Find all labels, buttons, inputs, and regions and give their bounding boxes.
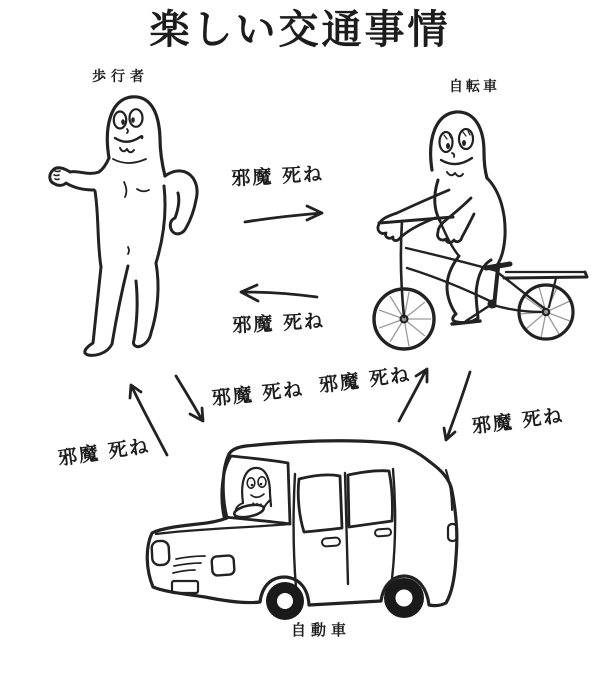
edge-label-pedestrian-to-car: 邪魔 死ね: [210, 378, 306, 410]
edge-label-car-to-bicycle: 邪魔 死ね: [317, 363, 413, 397]
car-figure: [147, 441, 457, 620]
edge-label-bicycle-to-car: 邪魔 死ね: [470, 404, 566, 438]
pedestrian-figure: [50, 97, 197, 356]
car-rear-wheel: [384, 578, 424, 618]
front-wheel: [374, 289, 434, 349]
car-label: 自動車: [291, 621, 352, 639]
arrow-pedestrian-to-bicycle: [245, 206, 322, 222]
driver-figure: [233, 468, 271, 520]
car-front-wheel: [266, 582, 304, 620]
arrow-bicycle-to-car: [444, 372, 470, 440]
edge-label-bicycle-to-pedestrian: 邪魔 死ね: [231, 310, 326, 337]
page-title: 楽しい交通事情: [149, 7, 451, 53]
edge-label-pedestrian-to-bicycle: 邪魔 死ね: [230, 163, 325, 190]
bicycle-label: 自転車: [449, 79, 500, 95]
pedestrian-label: 歩行者: [92, 69, 149, 85]
arrow-bicycle-to-pedestrian: [241, 285, 317, 301]
edge-label-car-to-pedestrian: 邪魔 死ね: [56, 435, 152, 470]
arrow-car-to-bicycle: [399, 369, 427, 421]
arrow-car-to-pedestrian: [130, 385, 167, 455]
arrow-pedestrian-to-car: [176, 376, 203, 421]
bicycle-figure: [374, 112, 587, 349]
